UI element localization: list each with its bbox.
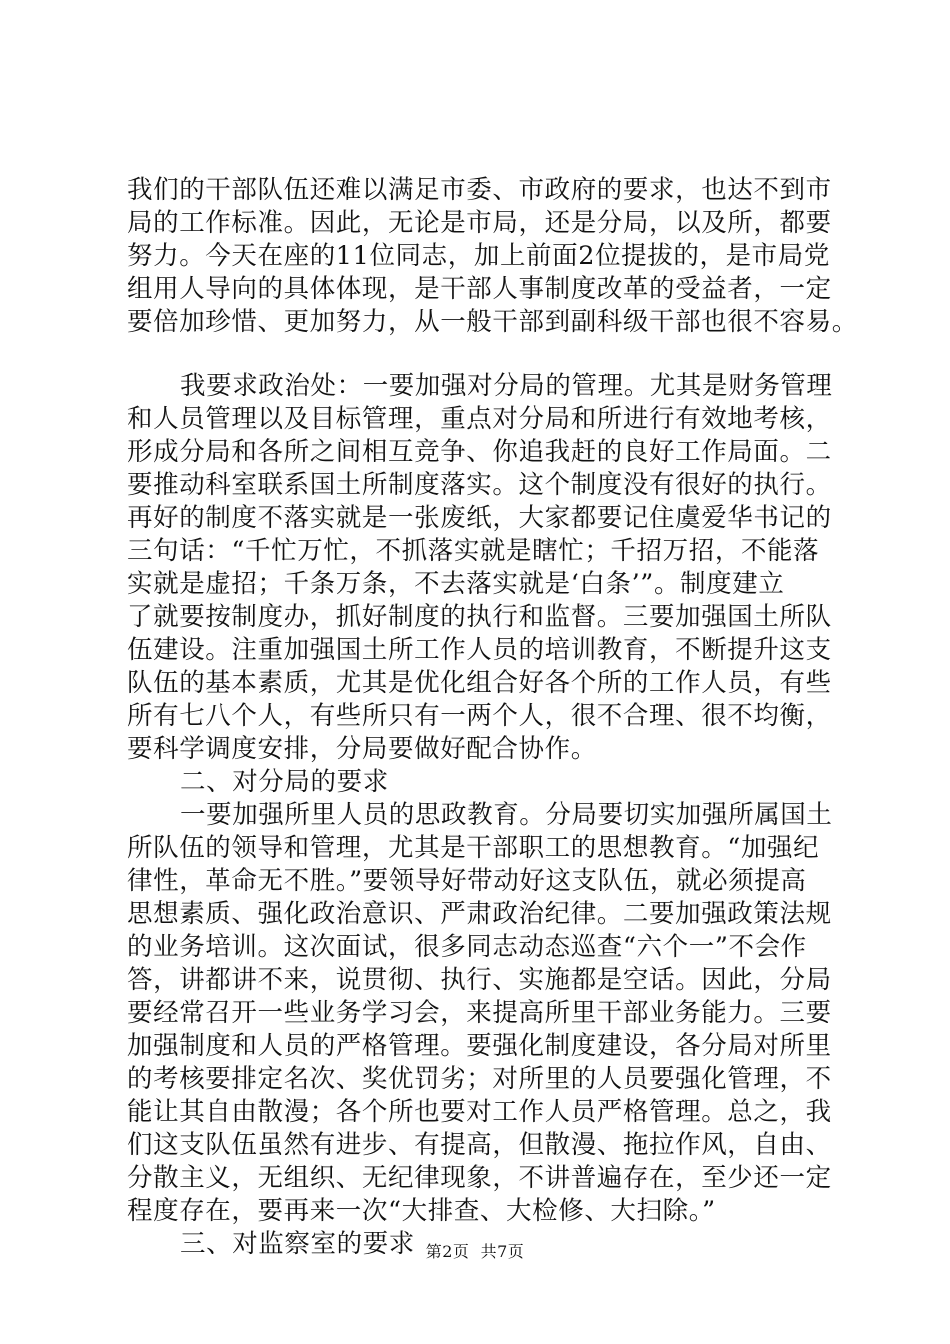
text-line: 局的工作标准。因此，无论是市局，还是分局，以及所，都要 <box>127 208 832 238</box>
section-heading: 三、对监察室的要求 <box>180 1229 415 1259</box>
text-line: 伍建设。注重加强国土所工作人员的培训教育，不断提升这支 <box>127 635 832 665</box>
text-line: 的业务培训。这次面试，很多同志动态巡查“六个一”不会作 <box>127 932 807 962</box>
text-line: 的考核要排定名次、奖优罚劣；对所里的人员要强化管理，不 <box>127 1064 832 1094</box>
text-line: 要倍加珍惜、更加努力，从一般干部到副科级干部也很不容易。 <box>127 307 858 337</box>
section-heading: 二、对分局的要求 <box>180 767 389 797</box>
text-line: 要推动科室联系国土所制度落实。这个制度没有很好的执行。 <box>127 470 832 500</box>
paragraph-first-line: 一要加强所里人员的思政教育。分局要切实加强所属国土 <box>180 800 833 830</box>
text-line: 要经常召开一些业务学习会，来提高所里干部业务能力。三要 <box>127 998 832 1028</box>
text-line: 和人员管理以及目标管理，重点对分局和所进行有效地考核， <box>127 404 832 434</box>
text-line: 组用人导向的具体体现，是干部人事制度改革的受益者，一定 <box>127 274 832 304</box>
text-line: 了就要按制度办，抓好制度的执行和监督。三要加强国土所队 <box>127 602 832 632</box>
document-body <box>127 174 858 1261</box>
text-line: 所有七八个人，有些所只有一两个人，很不合理、很不均衡， <box>127 701 832 731</box>
text-line: 队伍的基本素质，尤其是优化组合好各个所的工作人员，有些 <box>127 668 832 698</box>
text-line: 们这支队伍虽然有进步、有提高，但散漫、拖拉作风，自由、 <box>127 1130 832 1160</box>
page-number-footer: 第2页 共7页 <box>425 1242 525 1261</box>
paragraph-first-line: 我要求政治处：一要加强对分局的管理。尤其是财务管理 <box>180 371 833 401</box>
text-line: 三句话：“千忙万忙，不抓落实就是瞎忙；千招万招，不能落 <box>127 536 820 566</box>
text-line: 思想素质、强化政治意识、严肃政治纪律。二要加强政策法规 <box>127 899 832 929</box>
paragraph-gap <box>127 339 847 370</box>
text-line: 程度存在，要再来一次“大排查、大检修、大扫除。” <box>127 1196 716 1226</box>
text-line: 再好的制度不落实就是一张废纸，大家都要记住虞爱华书记的 <box>127 503 832 533</box>
text-line: 律性，革命无不胜。”要领导好带动好这支队伍，就必须提高 <box>127 866 807 896</box>
text-line: 所队伍的领导和管理，尤其是干部职工的思想教育。“加强纪 <box>127 833 820 863</box>
text-line: 形成分局和各所之间相互竞争、你追我赶的良好工作局面。二 <box>127 437 832 467</box>
text-line: 实就是虚招；千条万条，不去落实就是‘白条’”。制度建立 <box>127 569 785 599</box>
text-line: 我们的干部队伍还难以满足市委、市政府的要求，也达不到市 <box>127 175 832 205</box>
text-line: 能让其自由散漫；各个所也要对工作人员严格管理。总之，我 <box>127 1097 832 1127</box>
text-line: 答，讲都讲不来，说贯彻、执行、实施都是空话。因此，分局 <box>127 965 832 995</box>
text-line: 加强制度和人员的严格管理。要强化制度建设，各分局对所里 <box>127 1031 832 1061</box>
text-line: 努力。今天在座的11位同志，加上前面2位提拔的，是市局党 <box>127 241 830 271</box>
text-line: 要科学调度安排，分局要做好配合协作。 <box>127 734 597 764</box>
text-line: 分散主义，无组织、无纪律现象，不讲普遍存在，至少还一定 <box>127 1163 832 1193</box>
